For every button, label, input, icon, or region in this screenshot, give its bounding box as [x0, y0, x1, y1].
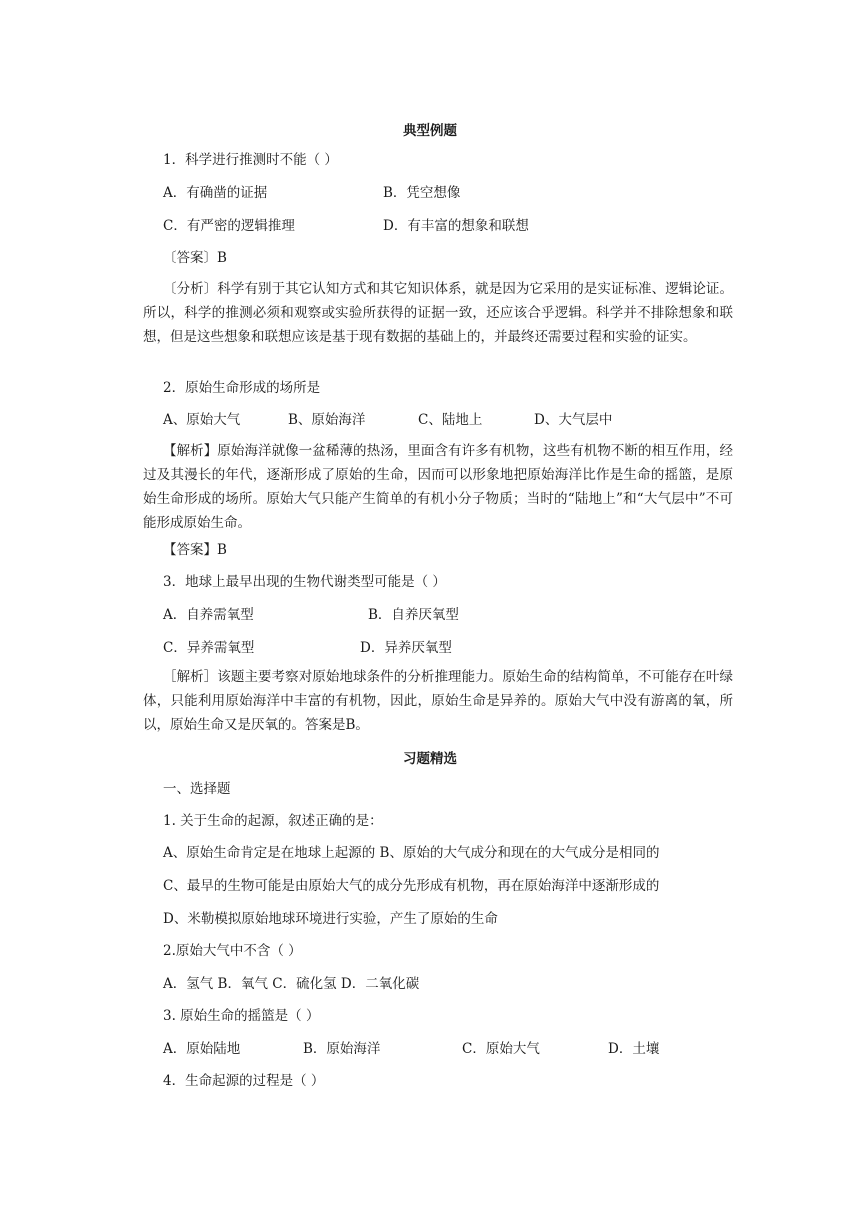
q3-option-c: C．异养需氧型: [163, 640, 255, 656]
q3-stem: 3．地球上最早出现的生物代谢类型可能是（ ）: [163, 574, 446, 590]
q2-option-b: B、原始海洋: [288, 412, 366, 428]
exercise1-stem: 1. 关于生命的起源，叙述正确的是：: [163, 813, 383, 829]
q2-option-a: A、原始大气: [163, 412, 241, 428]
q1-option-a: A．有确凿的证据: [163, 185, 268, 201]
q3-option-b: B．自养厌氧型: [368, 607, 459, 623]
q1-analysis: 〔分析〕科学有别于其它认知方式和其它知识体系，就是因为它采用的是实证标准、逻辑论证。所以，科学的推测必须和观察或实验所获得的证据一致，还应该合乎逻辑。科学并不排除想象和联想，但是这些想象和联想应该是基于现有数据的基础上的，并最终还需要过程和实验的证实。: [143, 281, 733, 345]
exercise1-option-c: C、最早的生物可能是由原始大气的成分先形成有机物，再在原始海洋中逐渐形成的: [163, 878, 660, 894]
q1-option-d: D．有丰富的想象和联想: [383, 218, 529, 234]
q1-option-c: C．有严密的逻辑推理: [163, 218, 295, 234]
section-title-exercises: 习题精选: [403, 751, 457, 767]
q2-stem: 2．原始生命形成的场所是: [163, 380, 321, 396]
exercise2-stem: 2.原始大气中不含（ ）: [163, 943, 302, 959]
exercise-part-heading: 一、选择题: [163, 781, 231, 797]
q1-stem: 1．科学进行推测时不能（ ）: [163, 152, 338, 168]
exercise1-option-d: D、米勒模拟原始地球环境进行实验，产生了原始的生命: [163, 911, 498, 927]
exercise3-option-a: A．原始陆地: [163, 1041, 241, 1057]
q3-option-d: D．异养厌氧型: [360, 640, 452, 656]
q2-option-c: C、陆地上: [418, 412, 483, 428]
exercise3-option-c: C．原始大气: [462, 1041, 540, 1057]
exercise3-option-d: D．土壤: [608, 1041, 660, 1057]
exercise3-stem: 3. 原始生命的摇篮是（ ）: [163, 1008, 320, 1024]
q1-option-b: B．凭空想像: [383, 185, 461, 201]
exercise3-option-b: B．原始海洋: [303, 1041, 381, 1057]
q2-option-d: D、大气层中: [534, 412, 613, 428]
exercise1-options-ab: A、原始生命肯定是在地球上起源的 B、原始的大气成分和现在的大气成分是相同的: [163, 845, 660, 861]
exercise4-stem: 4．生命起源的过程是（ ）: [163, 1073, 325, 1089]
q2-analysis: 【解析】原始海洋就像一盆稀薄的热汤，里面含有许多有机物，这些有机物不断的相互作用，经过及其漫长的年代，逐渐形成了原始的生命，因而可以形象地把原始海洋比作是生命的摇篮，是原始生命形成的场所。原始大气只能产生简单的有机小分子物质；当时的“陆地上”和“大气层中”不可能形成原始生命。: [143, 443, 733, 531]
section-title-examples: 典型例题: [403, 123, 457, 139]
exercise2-options: A．氢气 B．氧气 C．硫化氢 D．二氧化碳: [163, 976, 420, 992]
q3-option-a: A．自养需氧型: [163, 607, 254, 623]
q3-analysis: ［解析］该题主要考察对原始地球条件的分析推理能力。原始生命的结构简单，不可能存在叶绿体，只能利用原始海洋中丰富的有机物，因此，原始生命是异养的。原始大气中没有游离的氧，所以，原始生命又是厌氧的。答案是B。: [143, 669, 733, 733]
q2-answer: 【答案】B: [163, 542, 227, 558]
q1-answer: 〔答案〕B: [163, 250, 227, 266]
